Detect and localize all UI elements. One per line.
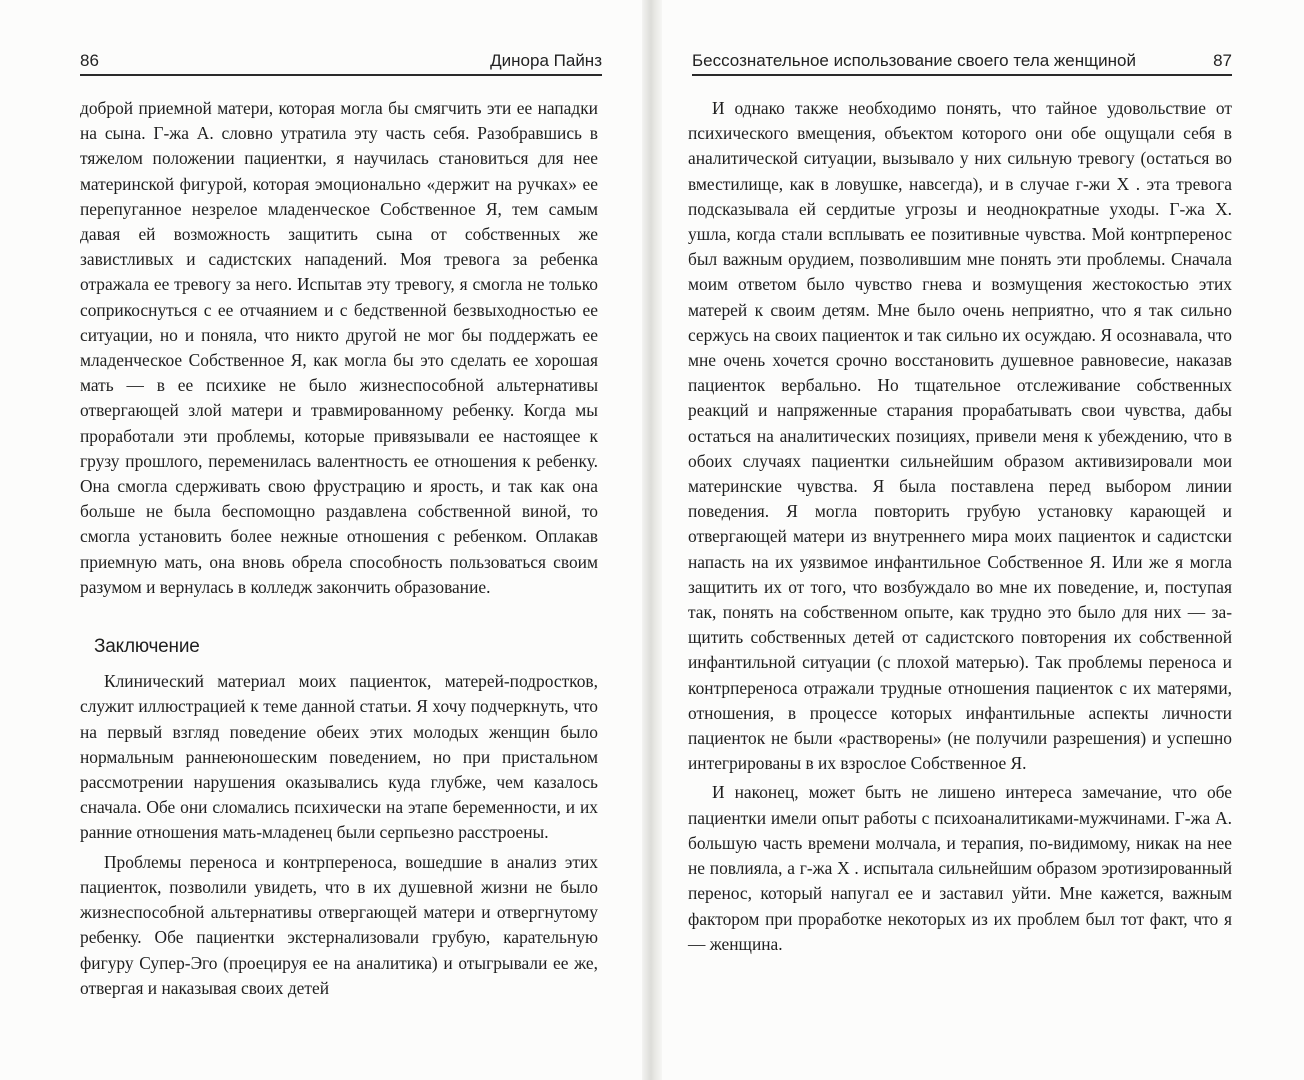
left-page — [0, 0, 642, 1080]
right-running-head: Бессознательное использование своего тела женщиной — [692, 51, 1136, 70]
left-paragraph-2: Клинический материал моих пациенток, матерей-подростков, служит иллюстрацией к теме данной статьи. Я хочу подчеркнуть, что на первый взгляд поведение обеих этих молодых женщин было нормальным раннеюношеским поведением, но при пристальном рассмотрении нарушения оказывались куда глубже, чем казалось сначала. Обе они сломались психически на этапе беременности, и их ранние отношения мать-младенец были серпьезно расстроены. — [80, 671, 598, 843]
right-page-body — [688, 96, 1232, 957]
left-paragraph-1: доброй приемной матери, которая могла бы смягчить эти ее нападки на сына. Г-жа А. словно утратила эту часть себя. Разобравшись в тяжелом положении пациентки, я научилась становиться для нее материнской фигурой, которая эмоционально «держит на ручках» ее перепуганное незрелое младенческое Собственное Я, тем самым давая ей возможность защитить сына от собственных же завистливых и садистских нападений. Моя тревога за ребенка отражала ее тревогу за него. Испытав эту тревогу, я смогла не только соприкоснуться с ее отчаянием и с бедственной безвыходностью ее ситуации, но и поняла, что никто другой не мог бы поддержать ее младенческое Собственное Я, как могла бы это сделать ее хорошая мать — в ее психике не было жизнеспособной альтернативы отвергающей злой матери и травмированному ребенку. Когда мы проработали эти проблемы, которые привязывали ее настоящее к грузу прошлого, переменилась валентность ее отношения к ребенку. Она смогла сдерживать свою фрустрацию и ярость, и так как она больше не была беспомощно раздавлена собственной виной, то смогла установить более нежные отношения с ребенком. Оплакав приемную мать, она вновь обрела способность пользоваться своим разумом и вернулась в колледж закончить образование. — [80, 98, 598, 597]
left-paragraph-3: Проблемы переноса и контрпереноса, вошедшие в анализ этих пациенток, позволили увидеть, что в их душевной жизни не было жизнеспособной альтернативы отвергающей матери и отвергнутому ребенку. Обе пациентки экстернализовали грубую, карательную фигуру Супер-Эго (проецируя ее на аналитика) и отыгрывали ее же, отвергая и наказывая своих детей — [80, 851, 598, 998]
left-running-head: Динора Пайнз — [490, 51, 602, 70]
left-page-body — [80, 96, 598, 1001]
right-paragraph-2: И наконец, может быть не лишено интереса замечание, что обе пациентки имели опыт работы с психоаналитиками-мужчинами. Г-жа А. большую часть времени молчала, и терапия, по-видимому, никак на нее не повлияла, а г-жа X . испытала сильнейшим образом эротизированный перенос, который напугал ее и заставил уйти. Мне кажется, важным фактором при проработке некоторых из их проблем был тот факт, что я — женщина. — [688, 782, 1232, 954]
right-paragraph-1: И однако также необходимо понять, что тайное удовольствие от психического вмещения, объектом которого они обе ощущали себя в аналитической ситуации, вызывало у них сильную тревогу (остаться во вместилище, как в ловушке, навсегда), и в случае г-жи X . эта тревога подсказывала ей сердитые угрозы и неоднократные уходы. Г-жа X. ушла, когда стали всплывать ее позитивные чувства. Мой контрперенос был важным орудием, позволившим мне понять эти проблемы. Сначала моим ответом было чувство гнева и возмущения жестокостью этих матерей к своим детям. Мне было очень неприятно, что я так сильно сержусь на своих пациенток и так сильно их осуждаю. Я осознавала, что мне очень хочется срочно восстановить душевное равновесие, наказав пациенток вербально. Но тщательное отслеживание собственных реакций и напряженные старания прорабатывать свои чувства, дабы остаться на аналитических позициях, привели меня к убеждению, что в обоих случаях пациентки сильнейшим образом активизировали мои материнские чувства. Я была поставлена перед выбором линии поведения. Я могла повторить грубую установку карающей и отвергающей матери из внутреннего мира моих пациенток и садистски напасть на их уязвимое инфантильное Собственное Я. Или же я могла защитить их от того, что возбуждало во мне их поведение, и, поступая так, понять на собственном опыте, как трудно это было для них — защитить собственных детей от садистского повторения их собственной инфантильной ситуации (с плохой матерью). Так проблемы переноса и контрпереноса отражали трудные отношения пациенток с их матерями, отношения, в процессе которых инфантильные аспекты личности пациенток не были «растворены» (не получили разрешения) и успешно интегрированы в их взрослое Собственное Я. — [688, 98, 1232, 774]
left-page-header — [80, 46, 602, 76]
left-page-number: 86 — [80, 51, 99, 70]
right-page-header — [692, 46, 1232, 76]
right-page-number: 87 — [1213, 51, 1232, 70]
book-gutter — [642, 0, 662, 1080]
section-title: Заключение — [94, 636, 200, 658]
right-page — [662, 0, 1304, 1080]
